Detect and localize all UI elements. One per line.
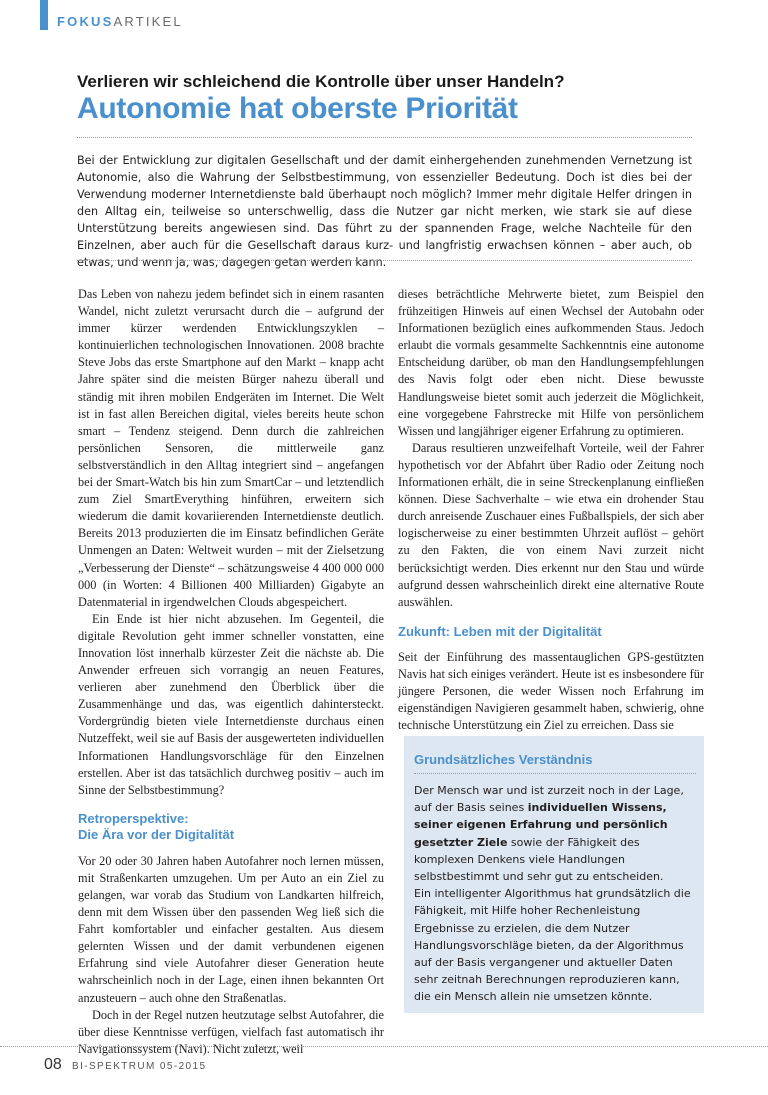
text-run: Der Mensch war und ist zurzeit noch in der Lage, auf der Basis seines [414, 784, 684, 815]
article-subtitle: Verlieren wir schleichend die Kontrolle über unser Handeln? [77, 72, 565, 91]
article-lead: Bei der Entwicklung zur digitalen Gesellschaft und der damit einhergehenden zunehmenden Vernetzung ist Autonomie, also die Wahrung der Selbstbestimmung, von essenzieller Bedeutung. Doch ist dies bei der Verwendung moderner Internetdienste bald überhaupt noch möglich? Immer mehr digitale Helfer dringen in den Alltag ein, teilweise so unterschwellig, dass die Nutzer gar nicht merken, wie stark sie auf diese Unterstützung bereits angewiesen sind. Das führt zu der spannenden Frage, welche Nachteile für den Einzelnen, aber auch für die Gesellschaft daraus kurz- und langfristig erwachsen können – aber auch, ob etwas, und wenn ja, was, dagegen getan werden kann. [77, 154, 692, 269]
footer-divider [0, 1046, 768, 1047]
kicker-bold: FOKUS [57, 14, 114, 29]
paragraph: dieses beträchtliche Mehrwerte bietet, zum Beispiel den frühzeitigen Hinweis auf einen Wechsel der Autobahn oder Informationen bezüglich eines aufkommenden Staus. Jedoch erlaubt die vormals gesammelte Sachkenntnis eine autonome Entscheidung darüber, ob man den Handlungsempfehlungen des Navis folgt oder eben nicht. Diese bewusste Handlungsweise bietet somit auch jederzeit die Möglichkeit, eine vorgegebene Fahrstrecke mit Hilfe von persönlichem Wissen und langjähriger eigener Erfahrung zu optimieren. [398, 287, 704, 438]
paragraph: Seit der Einführung des massentauglichen GPS-gestützten Navis hat sich einiges verändert. Heute ist es insbesondere für jüngere Personen, die weder Wissen noch Erfahrung im eigenständigen Navigieren gesammelt haben, schwierig, ohne technische Unterstützung ein Ziel zu erreichen. Dass sie [398, 649, 704, 733]
lead-divider [77, 260, 692, 261]
right-column [398, 286, 704, 734]
sidebar-box-title: Grundsätzliches Verständnis [414, 752, 593, 767]
section-heading-retro [78, 811, 384, 843]
kicker-rest: ARTIKEL [113, 14, 183, 29]
section-kicker [57, 14, 183, 29]
paragraph: Das Leben von nahezu jedem befindet sich in einem rasanten Wandel, nicht zuletzt verursacht durch die – aufgrund der immer kürzer werdenden Entwicklungszyklen – kontinuierlichen technologischen Innovationen. 2008 brachte Steve Jobs das erste Smartphone auf den Markt – knapp acht Jahre später sind die meisten Bürger nahezu überall und ständig mit ihren mobilen Endgeräten im Internet. Die Welt ist in fast allen Bereichen digital, vieles bereits heute schon smart – Tendenz steigend. Denn durch die zahlreichen persönlichen Sensoren, die mittlerweile ganz selbstverständlich in den Alltag integriert sind – angefangen bei der Smart-Watch bis hin zum SmartCar – und letztendlich zum Ziel SmartEverything hinführen, erweitern sich wiederum die damit kovariierenden Internetdienste deutlich. Bereits 2013 produzierten die im Einsatz befindlichen Geräte Unmengen an Daten: Weltweit wurden – mit der Zielsetzung „Verbesserung der Dienste“ – schätzungsweise 4 400 000 000 000 (in Worten: 4 Billionen 400 Milliarden) Gigabyte an Datenmaterial in irgendwelchen Clouds abgespeichert. [78, 287, 384, 609]
heading-line: Retroperspektive: [78, 810, 189, 826]
paragraph: Ein Ende ist hier nicht abzusehen. Im Gegenteil, die digitale Revolution geht immer schneller vonstatten, eine Innovation löst innerhalb kürzester Zeit die nächste ab. Die Anwender erfreuen sich vorrangig an neuen Features, verlieren aber zunehmend den Überblick über die Zusammenhänge und das, was eigentlich dahintersteckt. Vordergründig bieten viele Internetdienste durchaus einen Nutzeffekt, weil sie auf Basis der ausgewerteten individuellen Informationen Handlungsvorschläge für den Einzelnen erstellen. Aber ist das tatsächlich durchweg positiv – auch im Sinne der Selbstbestimmung? [78, 611, 384, 797]
bold-run: individuellen Wissens, seiner eigenen Erfahrung und persönlich gesetzter Ziele [414, 801, 668, 849]
section-heading-zukunft: Zukunft: Leben mit der Digitalität [398, 623, 602, 639]
title-divider [77, 137, 692, 138]
text-run: sowie der Fähigkeit des komplexen Denkens viele Handlungen selbstbestimmt und sehr gut zu entscheiden. [414, 835, 664, 884]
paragraph: Vor 20 oder 30 Jahren haben Autofahrer noch lernen müssen, mit Straßenkarten umzugehen. Um per Auto an ein Ziel zu gelangen, war vorab das Studium von Landkarten hilfreich, denn mit dem Wissen über den passenden Weg ließ sich die Fahrt komfortabler und einfacher gestalten. Aus diesem gelernten Wissen und der damit verbundenen eigenen Erfahrung sind viele Autofahrer dieser Generation heute wahrscheinlich noch in der Lage, einen ihnen bekannten Ort anzusteuern – auch ohne den Straßenatlas. [78, 853, 384, 1005]
article-title: Autonomie hat oberste Priorität [77, 92, 518, 125]
magazine-issue: BI-SPEKTRUM 05-2015 [72, 1061, 207, 1072]
left-column [78, 286, 384, 1058]
sidebar-box-text [414, 782, 698, 1006]
paragraph [414, 782, 698, 885]
paragraph: Daraus resultieren unzweifelhaft Vorteile, weil der Fahrer hypothetisch vor der Abfahrt über Radio oder Zeitung noch Informationen erhält, die in seine Streckenplanung einfließen können. Diese Sachverhalte – wie etwa ein drohender Stau durch anreisende Zuschauer eines Fußballspiels, der sich aber logischerweise zu einer bestimmten Uhrzeit auflöst – gehört zu den Fakten, die von einem Navi zurzeit nicht berücksichtigt werden. Dies erkennt nur den Stau und würde aufgrund dessen wahrscheinlich direkt eine alternative Route auswählen. [398, 440, 704, 609]
page-number: 08 [44, 1056, 62, 1073]
paragraph: Doch in der Regel nutzen heutzutage selbst Autofahrer, die über diese Kenntnisse verfügen, vielfach fast automatisch ihr Navigationssystem (Navi). Nicht zuletzt, weil [78, 1007, 384, 1056]
sidebar-box-divider [414, 773, 696, 774]
section-marker-bar [40, 0, 48, 30]
heading-line: Die Ära vor der Digitalität [78, 826, 235, 842]
paragraph: Ein intelligenter Algorithmus hat grundsätzlich die Fähigkeit, mit Hilfe hoher Rechenleistung Ergebnisse zu erzielen, die dem Nutzer Handlungsvorschläge bieten, da der Algorithmus auf der Basis vergangener und aktueller Daten sehr zeitnah Berechnungen reproduzieren kann, die ein Mensch allein nie umsetzen könnte. [414, 887, 691, 1004]
